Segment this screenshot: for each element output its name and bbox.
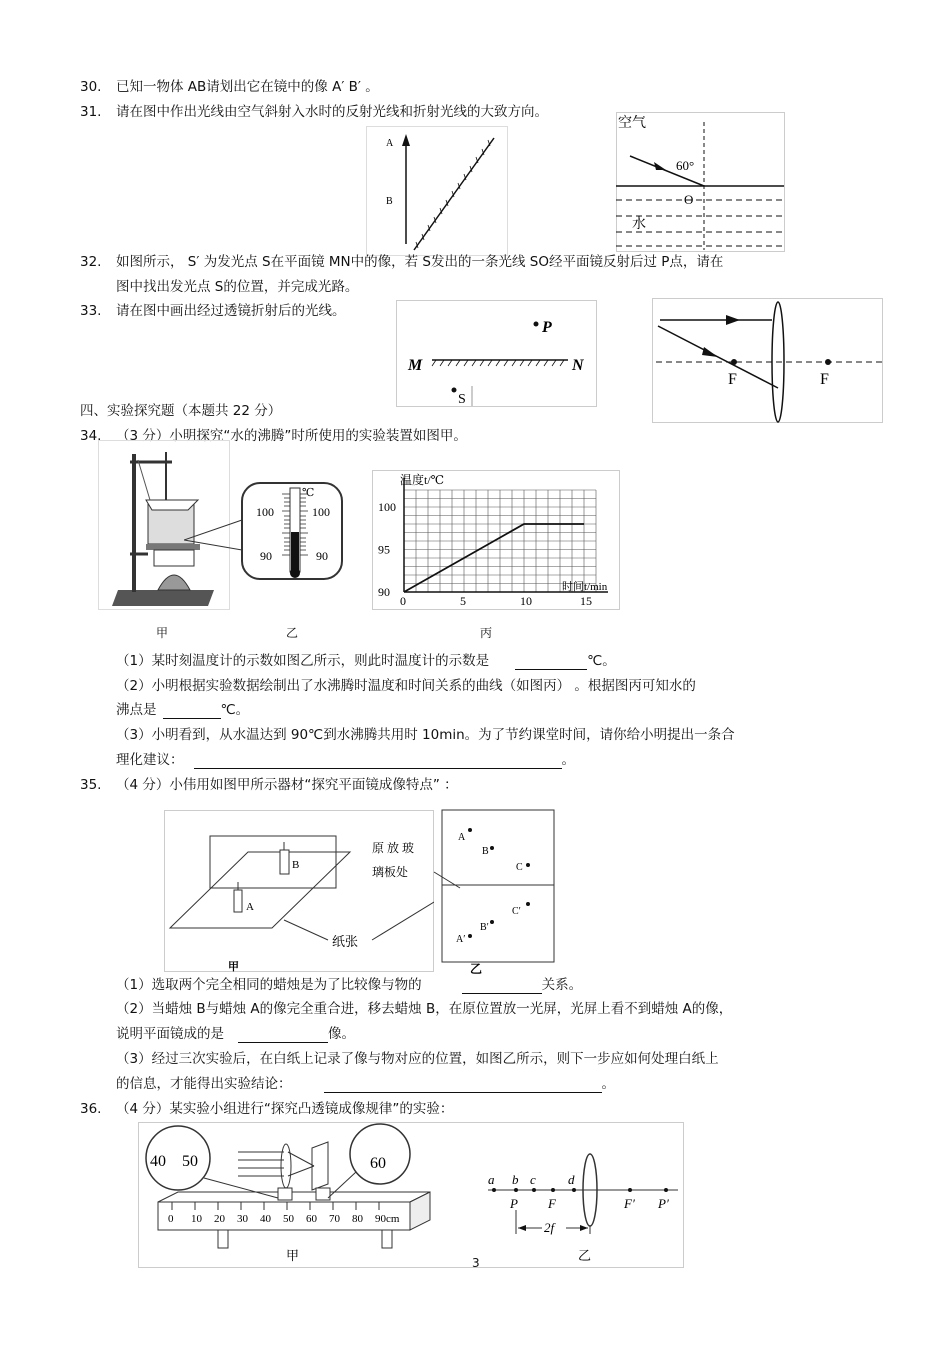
q36-text: （4 分）某实验小组进行“探究凸透镜成像规律”的实验：	[116, 1101, 454, 1117]
fig35-label-jia: 甲	[228, 961, 239, 972]
ruler-tick-label: 80	[352, 1213, 363, 1225]
therm-90-left: 90	[260, 549, 272, 563]
q34-s2: （2）小明根据实验数据绘制出了水沸腾时温度和时间关系的曲线（如图丙） 。根据图丙可知水的	[116, 678, 696, 694]
y-tick-label: 90	[378, 585, 390, 599]
sub-label-f-prime: F′	[624, 1196, 635, 1211]
q35-s3b: 的信息，才能得出实验结论： 。	[116, 1076, 615, 1092]
label-f2: F	[820, 371, 829, 388]
pt-b-prime: B′	[480, 922, 489, 933]
ruler-tick-label: 40	[260, 1213, 271, 1225]
therm-100-right: 100	[312, 505, 330, 519]
q35-s2b: 说明平面镜成的是 像。	[116, 1026, 355, 1042]
q34-s1: （1）某时刻温度计的示数如图乙所示，则此时温度计的示数是 ℃。	[116, 653, 616, 669]
label-candle-b: B	[292, 859, 300, 871]
q34-text: （3 分）小明探究“水的沸腾”时所使用的实验装置如图甲。	[116, 428, 467, 444]
y-tick-label: 95	[378, 542, 390, 557]
q33-number: 33.	[80, 303, 102, 319]
q32-line1: 如图所示， S′ 为发光点 S在平面镜 MN中的像，若 S发出的一条光线 SO经平面镜反射后过 P点，请在	[116, 254, 724, 270]
label-p: P	[542, 319, 552, 336]
q32-number: 32.	[80, 254, 102, 270]
label-b: B	[386, 196, 393, 207]
q30-text: 已知一物体 AB请划出它在镜中的像 A′ B′ 。	[116, 79, 379, 95]
ruler-tick-label: 50	[283, 1213, 294, 1225]
therm-unit: ℃	[302, 487, 315, 499]
q35-s3: （3）经过三次实验后，在白纸上记录了像与物对应的位置，如图乙所示，则下一步应如何处理白纸上	[116, 1051, 719, 1067]
q33-text: 请在图中画出经过透镜折射后的光线。	[116, 303, 346, 319]
q31-figure	[616, 112, 786, 252]
fig34-label-yi: 乙	[286, 626, 299, 640]
q33-figure	[652, 298, 884, 424]
q32-figure	[396, 300, 598, 408]
therm-90-right: 90	[316, 549, 328, 563]
q36-number: 36.	[80, 1101, 102, 1117]
fig36-label-jia: 甲	[286, 1248, 300, 1263]
q31-text: 请在图中作出光线由空气斜射入水时的反射光线和折射光线的大致方向。	[116, 104, 548, 120]
therm-100-left: 100	[256, 505, 274, 519]
pt-label-d: d	[568, 1172, 575, 1187]
label-paper: 纸张	[332, 934, 359, 949]
q34-s3b: 理化建议： 。	[116, 752, 575, 768]
ruler-tick-label: 60	[306, 1213, 317, 1225]
label-angle: 60°	[676, 158, 695, 173]
label-candle-a: A	[246, 901, 254, 913]
pt-b: B	[482, 846, 489, 857]
q34-s3: （3）小明看到，从水温达到 90℃到水沸腾共用时 10min。为了节约课堂时间，请你给小明提出一条合	[116, 727, 735, 743]
ruler-tick-label: 30	[237, 1213, 248, 1225]
pt-c: C	[516, 862, 523, 873]
q30-figure	[366, 126, 508, 256]
label-water: 水	[632, 217, 646, 232]
fig35-label-yi: 乙	[470, 962, 483, 974]
ruler-tick-label: 70	[329, 1213, 340, 1225]
label-s: S	[458, 392, 466, 407]
label-f1: F	[728, 371, 737, 388]
pt-label-c: c	[530, 1172, 536, 1187]
q34-number: 34.	[80, 428, 102, 444]
q30-number: 30.	[80, 79, 102, 95]
q35-number: 35.	[80, 777, 102, 793]
ruler-tick-label: 0	[168, 1213, 174, 1225]
x-tick-label: 15	[580, 594, 592, 608]
sub-label-p: P	[510, 1196, 518, 1211]
fig34-label-jia: 甲	[156, 626, 169, 640]
fig34-label-bing: 丙	[480, 626, 493, 640]
q31-number: 31.	[80, 104, 102, 120]
sub-label-p-prime: P′	[658, 1196, 669, 1211]
x-tick-label: 10	[520, 594, 532, 608]
q35-paper-figure	[362, 808, 556, 974]
label-air: 空气	[618, 116, 646, 131]
label-m: M	[408, 357, 423, 374]
pt-c-prime: C′	[512, 906, 521, 917]
x-tick-label: 0	[400, 594, 406, 608]
pt-a-prime: A′	[456, 934, 466, 945]
pt-label-b: b	[512, 1172, 519, 1187]
q34-s2b: 沸点是 ℃。	[116, 702, 250, 718]
label-a: A	[386, 138, 394, 149]
fig36-label-yi: 乙	[578, 1248, 592, 1263]
zoom-right-60: 60	[370, 1155, 386, 1172]
label-glass-1: 原 放 玻	[372, 841, 415, 855]
pt-label-a: a	[488, 1172, 495, 1187]
q35-text: （4 分）小伟用如图甲所示器材“探究平面镜成像特点” ：	[116, 777, 458, 793]
pt-a: A	[458, 832, 466, 843]
sub-label-f: F	[548, 1196, 556, 1211]
y-tick-label: 100	[378, 500, 396, 514]
label-o: O	[684, 192, 694, 207]
ruler-tick-label: 10	[191, 1213, 202, 1225]
ruler-tick-label: 90cm	[375, 1213, 400, 1225]
boiling-chart	[372, 470, 620, 610]
chart-xlabel: 时间t/min	[562, 581, 608, 593]
q35-s2: （2）当蜡烛 B与蜡烛 A的像完全重合进，移去蜡烛 B，在原位置放一光屏，光屏上看不到蜡烛 A的像，	[116, 1001, 733, 1017]
q32-line2: 图中找出发光点 S的位置，并完成光路。	[116, 279, 359, 295]
section-title: 四、实验探究题（本题共 22 分）	[80, 403, 282, 419]
zoom-left-40: 40	[150, 1153, 166, 1170]
label-2f: 2f	[544, 1220, 555, 1235]
q36-figure	[138, 1122, 684, 1268]
q34-thermometer-figure	[184, 480, 346, 582]
zoom-left-50: 50	[182, 1153, 198, 1170]
page-number: 3	[472, 1256, 480, 1270]
label-n: N	[572, 357, 584, 374]
ruler-tick-label: 20	[214, 1213, 225, 1225]
chart-ylabel: 温度t/℃	[400, 473, 445, 487]
q35-s1: （1）选取两个完全相同的蜡烛是为了比较像与物的 关系。	[116, 977, 583, 993]
x-tick-label: 5	[460, 594, 466, 608]
label-glass-2: 璃板处	[372, 865, 409, 879]
